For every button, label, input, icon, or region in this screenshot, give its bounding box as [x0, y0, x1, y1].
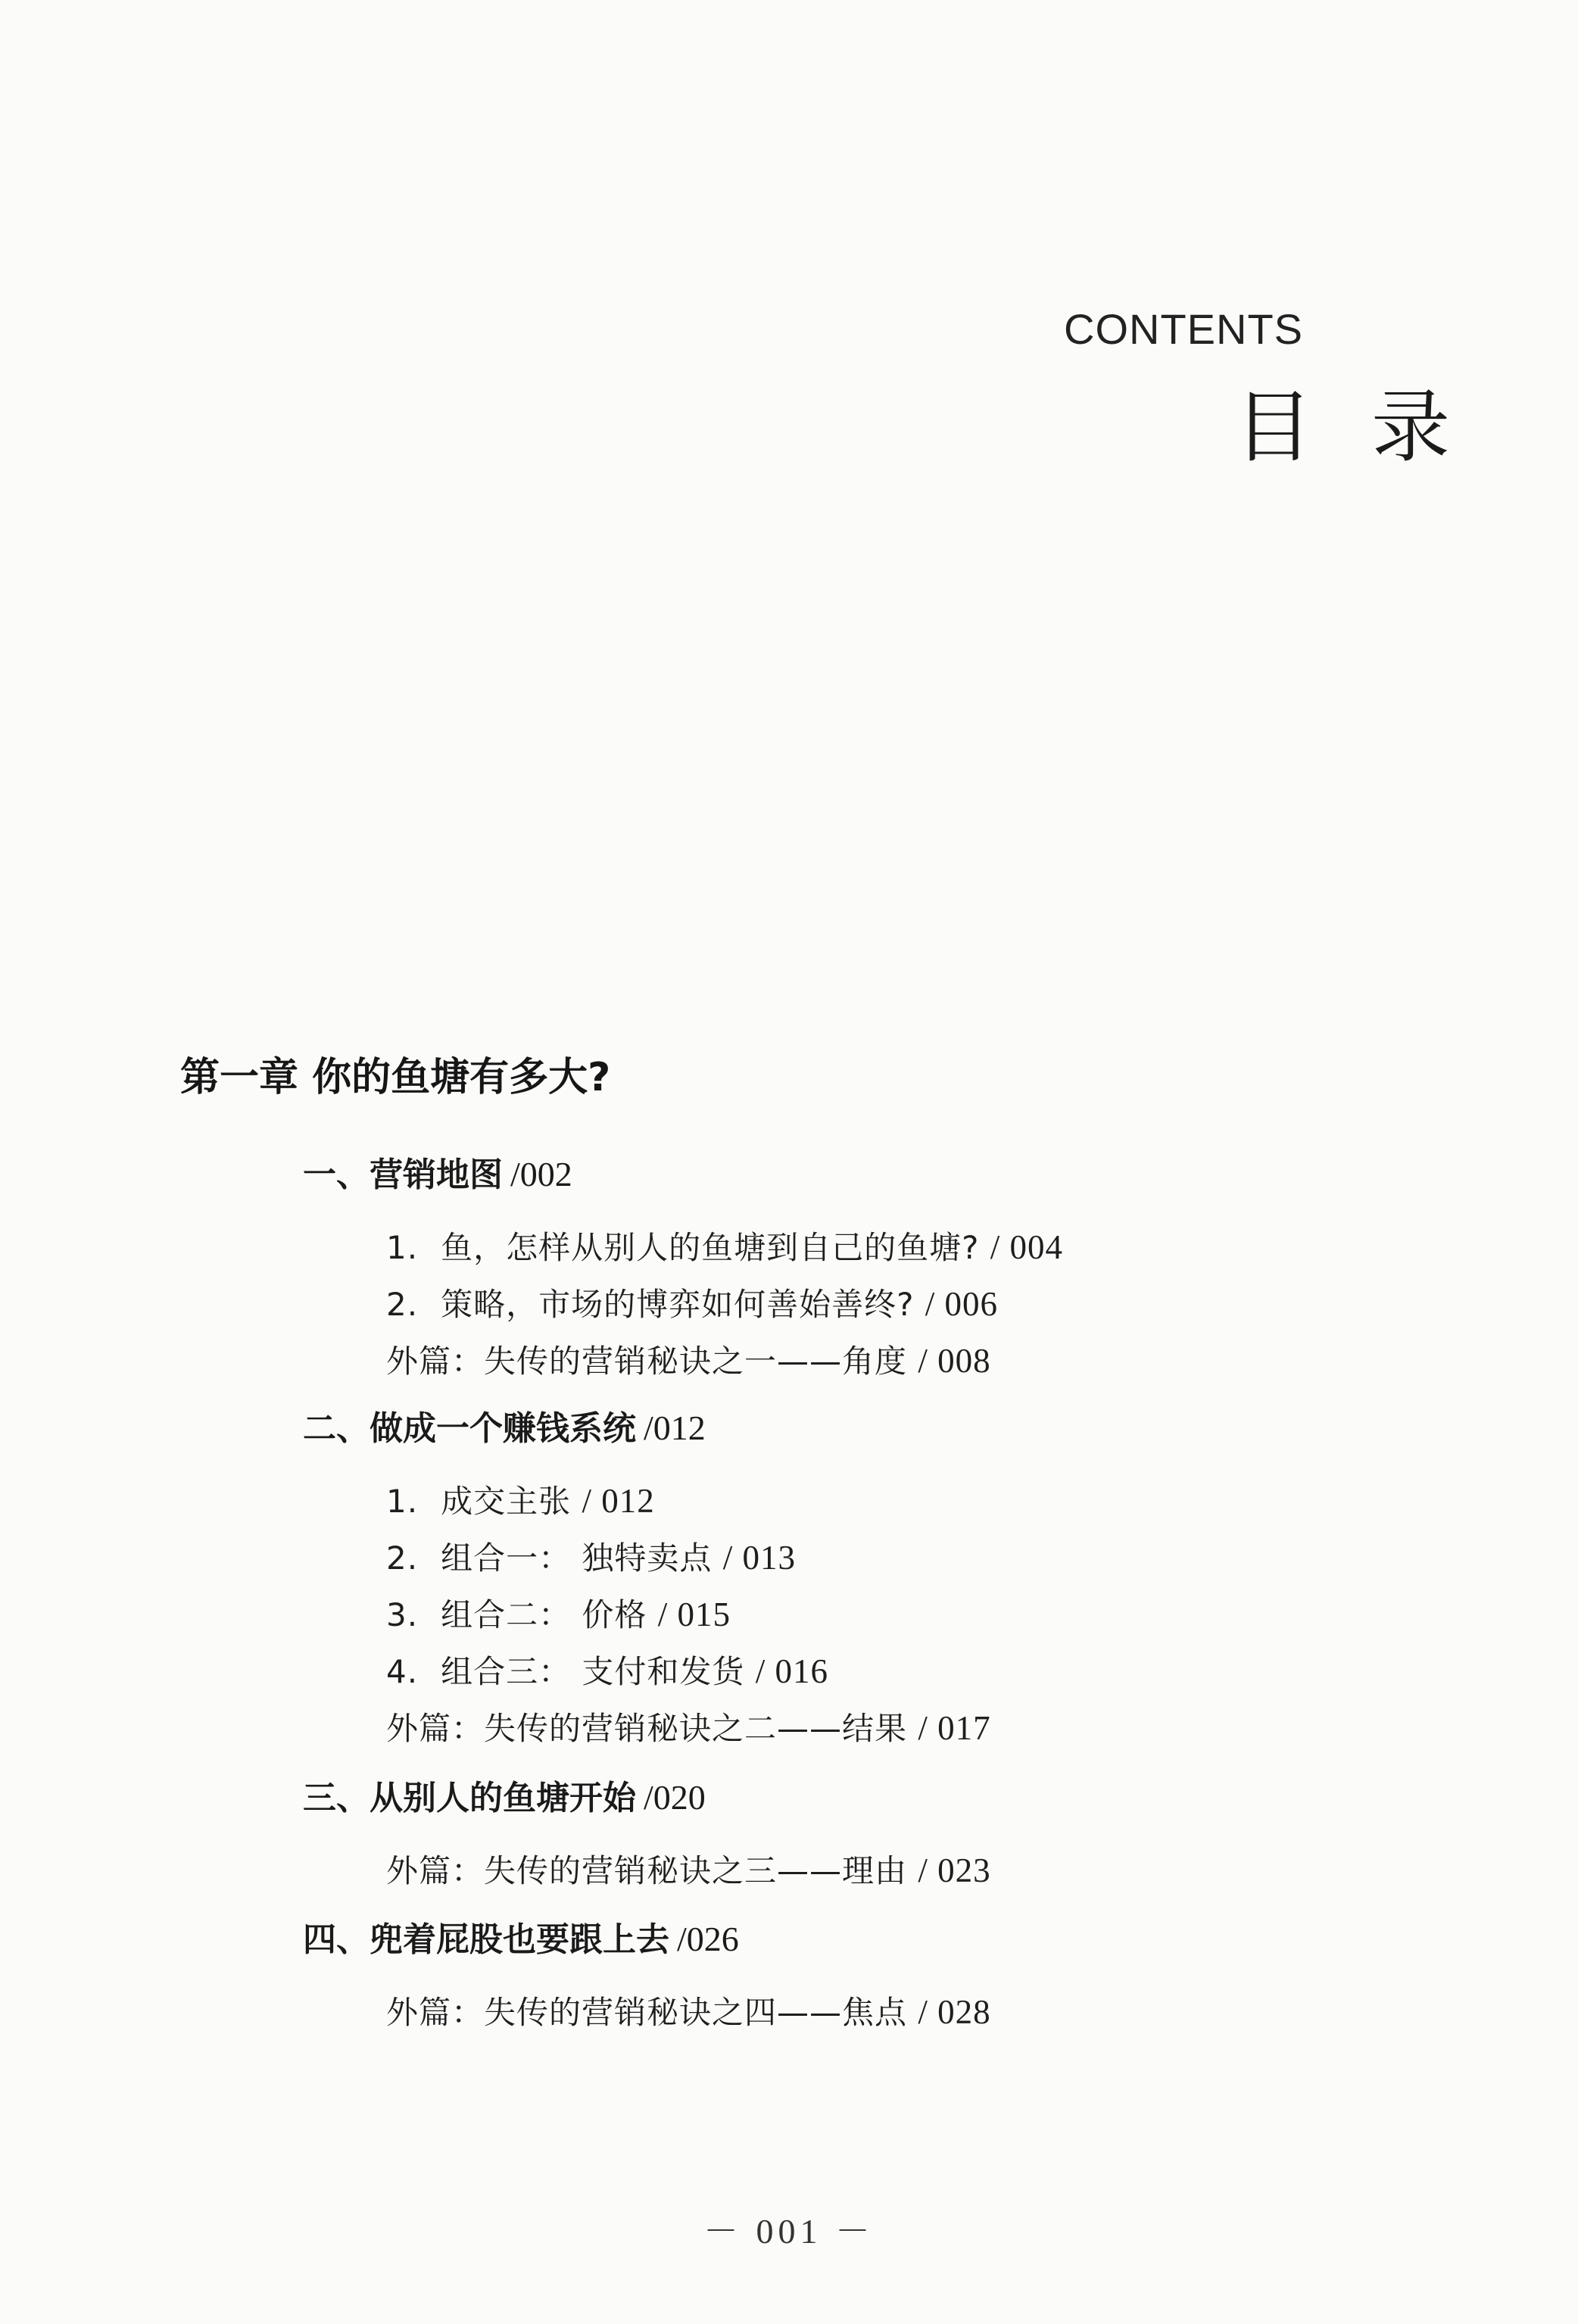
item-title: 成交主张 [441, 1483, 572, 1520]
toc-item[interactable] [386, 1223, 1063, 1268]
section-page: /012 [644, 1408, 706, 1447]
toc-item[interactable] [386, 1988, 991, 2033]
section-title: 三、从别人的鱼塘开始 [303, 1779, 636, 1817]
item-title: 外篇：失传的营销秘诀之四——焦点 [386, 1994, 908, 2031]
item-page: / 006 [925, 1285, 998, 1323]
toc-item[interactable] [386, 1846, 991, 1892]
section-page: /026 [677, 1920, 739, 1958]
item-number: 4. [386, 1653, 419, 1690]
item-number: 2. [386, 1286, 419, 1323]
item-page: / 028 [918, 1993, 991, 2031]
section-page: /020 [644, 1778, 706, 1817]
chapter-title: 第一章 你的鱼塘有多大? [180, 1055, 611, 1100]
page-number: － 001 － [703, 2212, 875, 2251]
item-title: 外篇：失传的营销秘诀之三——理由 [386, 1852, 908, 1889]
toc-item[interactable] [386, 1533, 796, 1579]
item-page: / 004 [990, 1228, 1063, 1266]
section-page: /002 [510, 1155, 572, 1193]
item-number: 2. [386, 1539, 419, 1577]
contents-heading-en: CONTENTS [1064, 305, 1303, 353]
item-title: 策略，市场的博弈如何善始善终? [441, 1286, 915, 1323]
item-number: 1. [386, 1229, 419, 1266]
section-title: 一、营销地图 [303, 1156, 503, 1194]
section-title: 二、做成一个赚钱系统 [303, 1409, 636, 1448]
item-number: 1. [386, 1483, 419, 1520]
toc-section[interactable] [303, 1401, 706, 1449]
toc-section[interactable] [303, 1770, 706, 1819]
toc-item[interactable] [386, 1590, 731, 1636]
item-title: 外篇：失传的营销秘诀之二——结果 [386, 1710, 908, 1747]
item-title: 鱼，怎样从别人的鱼塘到自己的鱼塘? [441, 1229, 980, 1266]
toc-item[interactable] [386, 1647, 828, 1692]
item-title: 组合三： 支付和发货 [441, 1653, 745, 1690]
item-page: / 013 [722, 1539, 797, 1577]
toc-item[interactable] [386, 1477, 655, 1522]
item-number: 3. [386, 1596, 419, 1633]
toc-section[interactable] [303, 1912, 739, 1961]
item-page: / 012 [582, 1482, 655, 1520]
item-title: 外篇：失传的营销秘诀之一——角度 [386, 1343, 908, 1380]
item-title: 组合二： 价格 [441, 1596, 647, 1633]
item-title: 组合一： 独特卖点 [441, 1539, 713, 1577]
item-page: / 008 [918, 1342, 991, 1380]
item-page: / 016 [755, 1652, 829, 1690]
toc-item[interactable] [386, 1337, 991, 1382]
item-page: / 023 [918, 1851, 991, 1889]
toc-item[interactable] [386, 1704, 991, 1749]
section-title: 四、兜着屁股也要跟上去 [303, 1920, 669, 1959]
toc-section[interactable] [303, 1147, 572, 1196]
toc-item[interactable] [386, 1280, 998, 1325]
item-page: / 017 [918, 1709, 991, 1747]
item-page: / 015 [657, 1596, 731, 1633]
contents-heading-zh: 目 录 [1234, 381, 1467, 473]
